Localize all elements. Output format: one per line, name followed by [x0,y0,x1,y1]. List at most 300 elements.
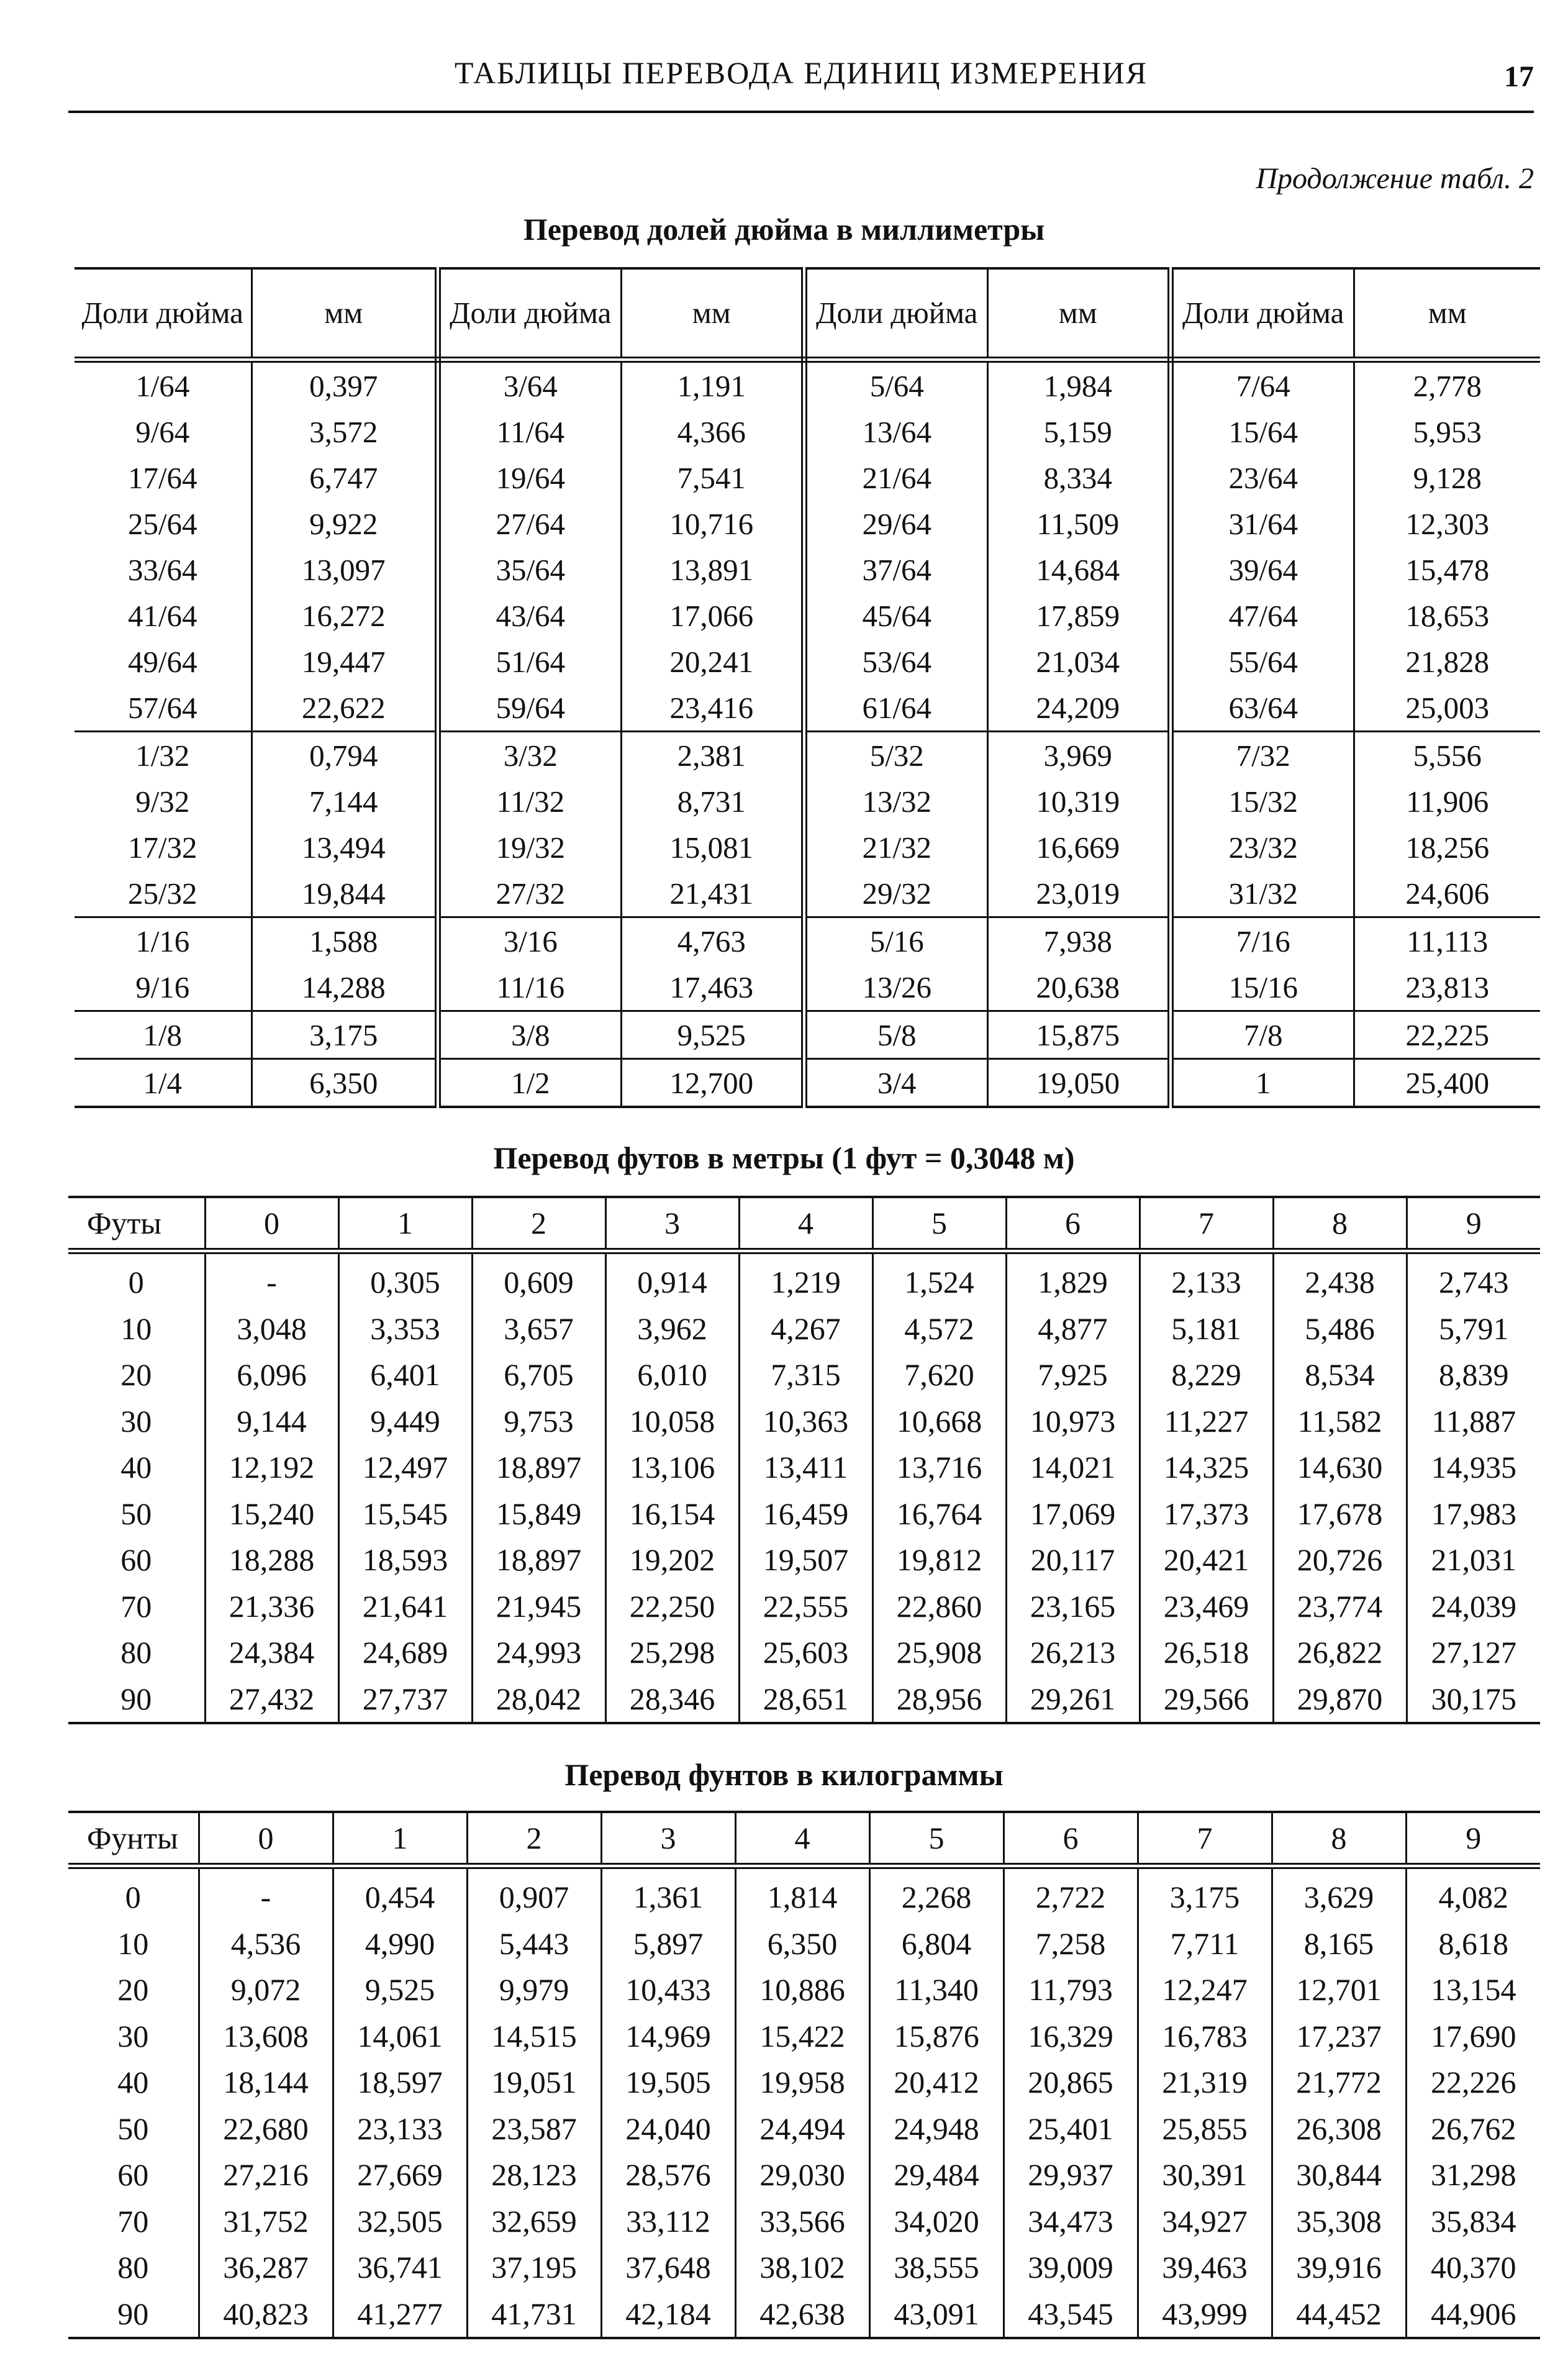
mm-cell: 19,844 [252,870,438,917]
mm-cell: 21,828 [1405,644,1490,679]
row-label-cell: 60 [68,2152,199,2198]
table-row [68,1444,1540,1491]
value-cell: 6,096 [205,1352,338,1398]
value-cell: 24,494 [735,2106,869,2152]
fraction-cell: 23/64 [1171,455,1354,501]
table-row [68,1921,1540,1967]
row-label-cell: 60 [68,1537,205,1583]
value-cell: 12,701 [1272,1967,1406,2013]
table-row [68,1251,1540,1306]
value-cell: 21,641 [338,1583,472,1630]
value-cell: 29,870 [1273,1676,1407,1724]
value-cell: 15,422 [735,2013,869,2060]
value-cell: 12,247 [1138,1967,1272,2013]
col-header-digit: 0 [205,1197,338,1251]
value-cell: 8,839 [1439,1357,1509,1393]
mm-cell: 2,778 [1413,368,1482,403]
fraction-cell: 43/64 [438,593,621,639]
table-row [68,1398,1540,1445]
value-cell: 36,741 [333,2244,467,2291]
value-cell: 39,916 [1272,2244,1406,2291]
value-cell: 21,031 [1431,1542,1516,1578]
value-cell: 4,267 [739,1306,872,1352]
value-cell: 22,226 [1431,2065,1516,2100]
table-row [75,455,1540,501]
inch-table-title: Перевод долей дюйма в миллиметры [523,212,1045,247]
value-cell: 26,213 [1006,1629,1140,1676]
fraction-cell: 1/16 [75,917,252,965]
fraction-cell: 29/32 [804,870,987,917]
col-header-digit: 7 [1138,1812,1272,1866]
value-cell: 4,082 [1438,1880,1508,1915]
col-header-digit: 5 [869,1812,1004,1866]
mm-cell: 2,381 [621,732,804,779]
value-cell: 42,184 [601,2291,735,2339]
col-header-digit: 2 [472,1197,605,1251]
value-cell: 21,336 [205,1583,338,1630]
value-cell: 37,648 [601,2244,735,2291]
value-cell: 8,534 [1273,1352,1407,1398]
row-label-cell: 80 [68,2244,199,2291]
value-cell: 24,039 [1431,1588,1516,1624]
value-cell: 17,373 [1140,1491,1273,1537]
table-row [68,1676,1540,1724]
value-cell: 26,308 [1272,2106,1406,2152]
value-cell: 9,449 [338,1398,472,1445]
fraction-cell: 17/32 [75,824,252,870]
mm-cell: 16,272 [252,593,438,639]
value-cell: 14,061 [333,2013,467,2060]
row-label-cell: 0 [68,1251,205,1306]
col-header-digit: 1 [338,1197,472,1251]
value-cell: 32,505 [333,2198,467,2245]
value-cell: 41,731 [467,2291,601,2339]
table-row [75,732,1540,779]
col-header-fraction: Доли дюйма [1171,268,1354,360]
value-cell: 36,287 [199,2244,333,2291]
value-cell: 0,914 [605,1251,739,1306]
value-cell: 3,048 [205,1306,338,1352]
fraction-cell: 63/64 [1171,685,1354,732]
col-header-digit: 6 [1004,1812,1138,1866]
table-row [75,1011,1540,1059]
table-row [75,964,1540,1011]
value-cell: 27,737 [338,1676,472,1724]
mm-cell: 11,906 [1406,784,1489,819]
value-cell: 18,897 [472,1444,605,1491]
value-cell: 4,877 [1006,1306,1140,1352]
value-cell: 18,144 [199,2059,333,2106]
col-header-digit: 5 [872,1197,1006,1251]
row-label-cell: 80 [68,1629,205,1676]
value-cell: 6,804 [869,1921,1004,1967]
value-cell: 0,454 [333,1866,467,1921]
fraction-cell: 33/64 [75,547,252,593]
value-cell: 32,659 [467,2198,601,2245]
value-cell: 4,572 [872,1306,1006,1352]
value-cell: 34,020 [869,2198,1004,2245]
value-cell: 26,518 [1140,1629,1273,1676]
value-cell: 16,764 [872,1491,1006,1537]
fraction-cell: 17/64 [75,455,252,501]
value-cell: 3,657 [472,1306,605,1352]
fraction-cell: 3/64 [438,360,621,409]
row-label-cell: 10 [68,1306,205,1352]
fraction-cell: 1/64 [75,360,252,409]
col-header-fraction: Доли дюйма [804,268,987,360]
value-cell: 14,935 [1431,1450,1516,1485]
value-cell: 21,319 [1138,2059,1272,2106]
fraction-cell: 13/64 [804,409,987,455]
table-row [68,1537,1540,1583]
fraction-cell: 9/32 [75,778,252,824]
mm-cell: 13,891 [621,547,804,593]
mm-cell: 6,350 [252,1059,438,1108]
fraction-cell: 7/32 [1171,732,1354,779]
value-cell: 17,237 [1272,2013,1406,2060]
mm-cell: 3,572 [252,409,438,455]
value-cell: 22,680 [199,2106,333,2152]
value-cell: 24,993 [472,1629,605,1676]
value-cell: 12,192 [205,1444,338,1491]
mm-cell: 13,097 [252,547,438,593]
table-row [68,2244,1540,2291]
value-cell: 9,144 [205,1398,338,1445]
mm-cell: 16,669 [987,824,1171,870]
table-row [75,1059,1540,1108]
value-cell: 29,566 [1140,1676,1273,1724]
value-cell: 12,497 [338,1444,472,1491]
running-title: ТАБЛИЦЫ ПЕРЕВОДА ЕДИНИЦ ИЗМЕРЕНИЯ [454,55,1148,90]
mm-cell: 12,700 [621,1059,804,1108]
mm-cell: 7,541 [621,455,804,501]
mm-cell: 3,175 [252,1011,438,1059]
pound-table-title: Перевод фунтов в килограммы [564,1757,1004,1792]
col-header-fraction: Доли дюйма [75,268,252,360]
mm-cell: 25,003 [1354,685,1540,732]
mm-cell: 18,653 [1405,598,1490,633]
value-cell: 20,865 [1004,2059,1138,2106]
mm-cell: 11,113 [1407,924,1489,958]
mm-cell: 18,256 [1405,830,1490,865]
fraction-cell: 37/64 [804,547,987,593]
table-row [75,824,1540,870]
col-header-mm: мм [252,268,438,360]
row-label-cell: 20 [68,1352,205,1398]
table-row [68,1866,1540,1921]
mm-cell: 7,938 [987,917,1171,965]
mm-cell: 23,019 [987,870,1171,917]
fraction-cell: 47/64 [1171,593,1354,639]
fraction-cell: 29/64 [804,501,987,547]
value-cell: 20,726 [1273,1537,1407,1583]
col-header-digit: 8 [1273,1197,1407,1251]
fraction-cell: 61/64 [804,685,987,732]
table-row [75,917,1540,965]
col-header-mm: мм [1354,268,1540,360]
value-cell: 10,668 [872,1398,1006,1445]
mm-cell: 21,034 [987,639,1171,685]
fraction-cell: 21/32 [804,824,987,870]
table-row [68,2152,1540,2198]
row-header-label: Футы [68,1197,205,1251]
value-cell: 18,597 [333,2059,467,2106]
value-cell: 21,945 [472,1583,605,1630]
table-row [75,778,1540,824]
table-row [68,1491,1540,1537]
fraction-cell: 1/8 [75,1011,252,1059]
value-cell: 28,042 [472,1676,605,1724]
value-cell: 19,505 [601,2059,735,2106]
value-cell: 5,897 [601,1921,735,1967]
row-label-cell: 20 [68,1967,199,2013]
fraction-cell: 7/16 [1171,917,1354,965]
value-cell: 17,690 [1431,2018,1516,2054]
fraction-cell: 59/64 [438,685,621,732]
mm-cell: 19,050 [987,1059,1171,1108]
mm-cell: 11,509 [987,501,1171,547]
fraction-cell: 41/64 [75,593,252,639]
value-cell: 3,353 [338,1306,472,1352]
table-row [68,1629,1540,1676]
fraction-cell: 25/32 [75,870,252,917]
mm-cell: 5,556 [1413,738,1482,773]
value-cell: 22,555 [739,1583,872,1630]
table-row [75,685,1540,732]
value-cell: 14,515 [467,2013,601,2060]
value-cell: 19,507 [739,1537,872,1583]
value-cell: 24,689 [338,1629,472,1676]
mm-cell: 7,144 [252,778,438,824]
value-cell: 13,716 [872,1444,1006,1491]
fraction-cell: 19/64 [438,455,621,501]
col-header-digit: 9 [1407,1197,1540,1251]
fraction-cell: 25/64 [75,501,252,547]
table-row [75,501,1540,547]
value-cell: 1,361 [601,1866,735,1921]
row-label-cell: 40 [68,2059,199,2106]
value-cell: 27,216 [199,2152,333,2198]
mm-cell: 1,984 [987,360,1171,409]
fraction-cell: 1/2 [438,1059,621,1108]
value-cell: 15,849 [472,1491,605,1537]
value-cell: 5,486 [1273,1306,1407,1352]
col-header-digit: 3 [601,1812,735,1866]
value-cell: 17,678 [1273,1491,1407,1537]
value-cell: 16,459 [739,1491,872,1537]
value-cell: 40,823 [199,2291,333,2339]
value-cell: 15,240 [205,1491,338,1537]
fraction-cell: 7/64 [1171,360,1354,409]
value-cell: 19,051 [467,2059,601,2106]
value-cell: 24,040 [601,2106,735,2152]
fraction-cell: 45/64 [804,593,987,639]
value-cell: 37,195 [467,2244,601,2291]
value-cell: 14,630 [1273,1444,1407,1491]
value-cell: 7,258 [1004,1921,1138,1967]
value-cell: 43,999 [1138,2291,1272,2339]
value-cell: 29,030 [735,2152,869,2198]
continuation-note: Продолжение табл. 2 [1256,162,1534,195]
fraction-cell: 7/8 [1171,1011,1354,1059]
value-cell: 20,421 [1140,1537,1273,1583]
value-cell: 3,629 [1272,1866,1406,1921]
value-cell: 14,969 [601,2013,735,2060]
fraction-cell: 31/64 [1171,501,1354,547]
row-label-cell: 50 [68,1491,205,1537]
value-cell: 14,325 [1140,1444,1273,1491]
table-row [68,2106,1540,2152]
row-label-cell: 70 [68,2198,199,2245]
value-cell: 39,463 [1138,2244,1272,2291]
value-cell: 38,555 [869,2244,1004,2291]
value-cell: 7,925 [1006,1352,1140,1398]
fraction-cell: 1 [1171,1059,1354,1108]
table-row [68,1967,1540,2013]
fraction-cell: 39/64 [1171,547,1354,593]
col-header-digit: 8 [1272,1812,1406,1866]
value-cell: 7,711 [1138,1921,1272,1967]
mm-cell: 19,447 [252,639,438,685]
value-cell: 29,937 [1004,2152,1138,2198]
fraction-cell: 23/32 [1171,824,1354,870]
value-cell: 39,009 [1004,2244,1138,2291]
value-cell: 28,651 [739,1676,872,1724]
col-header-digit: 9 [1406,1812,1540,1866]
fraction-cell: 5/8 [804,1011,987,1059]
value-cell: 19,812 [872,1537,1006,1583]
value-cell: 18,288 [205,1537,338,1583]
mm-cell: 17,463 [621,964,804,1011]
fraction-cell: 27/32 [438,870,621,917]
fraction-cell: 5/32 [804,732,987,779]
table-row [68,2198,1540,2245]
col-header-digit: 1 [333,1812,467,1866]
value-cell: 23,133 [333,2106,467,2152]
mm-cell: 14,684 [987,547,1171,593]
value-cell: 8,165 [1272,1921,1406,1967]
value-cell: 41,277 [333,2291,467,2339]
col-header-digit: 4 [735,1812,869,1866]
fraction-cell: 57/64 [75,685,252,732]
value-cell: 34,927 [1138,2198,1272,2245]
mm-cell: 13,494 [252,824,438,870]
value-cell: 30,175 [1431,1681,1516,1716]
value-cell: 27,669 [333,2152,467,2198]
fraction-cell: 51/64 [438,639,621,685]
value-cell: 2,268 [869,1866,1004,1921]
value-cell: 31,752 [199,2198,333,2245]
value-cell: 0,907 [467,1866,601,1921]
row-label-cell: 10 [68,1921,199,1967]
value-cell: 28,123 [467,2152,601,2198]
table-row [68,1352,1540,1398]
value-cell: 31,298 [1431,2157,1516,2193]
value-cell: 23,587 [467,2106,601,2152]
value-cell: 8,618 [1438,1926,1508,1961]
fraction-cell: 53/64 [804,639,987,685]
value-cell: 28,576 [601,2152,735,2198]
row-label-cell: 50 [68,2106,199,2152]
fraction-cell: 35/64 [438,547,621,593]
table-row [68,2013,1540,2060]
value-cell: 10,433 [601,1967,735,2013]
col-header-digit: 6 [1006,1197,1140,1251]
fraction-cell: 11/32 [438,778,621,824]
mm-cell: 0,794 [252,732,438,779]
value-cell: 25,298 [605,1629,739,1676]
mm-cell: 17,066 [621,593,804,639]
value-cell: 25,401 [1004,2106,1138,2152]
value-cell: 23,165 [1006,1583,1140,1630]
value-cell: 25,855 [1138,2106,1272,2152]
col-header-mm: мм [987,268,1171,360]
col-header-digit: 2 [467,1812,601,1866]
value-cell: 43,091 [869,2291,1004,2339]
row-label-cell: 30 [68,1398,205,1445]
value-cell: 10,363 [739,1398,872,1445]
value-cell: 26,822 [1273,1629,1407,1676]
mm-cell: 20,638 [987,964,1171,1011]
value-cell: 20,117 [1006,1537,1140,1583]
value-cell: 11,582 [1273,1398,1407,1445]
mm-cell: 1,191 [621,360,804,409]
value-cell: 6,705 [472,1352,605,1398]
value-cell: 18,897 [472,1537,605,1583]
value-cell: - [205,1251,338,1306]
value-cell: 0,305 [338,1251,472,1306]
value-cell: 9,979 [467,1967,601,2013]
value-cell: 11,793 [1004,1967,1138,2013]
value-cell: 9,072 [199,1967,333,2013]
value-cell: 4,990 [333,1921,467,1967]
value-cell: 5,791 [1439,1311,1509,1346]
mm-cell: 17,859 [987,593,1171,639]
value-cell: 19,958 [735,2059,869,2106]
value-cell: 2,743 [1439,1265,1509,1300]
value-cell: 15,876 [869,2013,1004,2060]
value-cell: 15,545 [338,1491,472,1537]
value-cell: 43,545 [1004,2291,1138,2339]
col-header-fraction: Доли дюйма [438,268,621,360]
value-cell: 21,772 [1272,2059,1406,2106]
value-cell: 1,219 [739,1251,872,1306]
mm-cell: 20,241 [621,639,804,685]
mm-cell: 23,813 [1354,964,1540,1011]
table-row [75,547,1540,593]
value-cell: 0,609 [472,1251,605,1306]
mm-cell: 14,288 [252,964,438,1011]
value-cell: 30,844 [1272,2152,1406,2198]
mm-cell: 6,747 [252,455,438,501]
fraction-cell: 21/64 [804,455,987,501]
fraction-cell: 5/16 [804,917,987,965]
fraction-cell: 11/64 [438,409,621,455]
mm-cell: 5,159 [987,409,1171,455]
value-cell: 11,887 [1431,1403,1516,1439]
fraction-cell: 49/64 [75,639,252,685]
value-cell: 11,340 [869,1967,1004,2013]
value-cell: 2,133 [1140,1251,1273,1306]
table-row [68,2291,1540,2339]
value-cell: 8,229 [1140,1352,1273,1398]
fraction-cell: 3/4 [804,1059,987,1108]
col-header-digit: 3 [605,1197,739,1251]
mm-cell: 24,209 [987,685,1171,732]
value-cell: 22,250 [605,1583,739,1630]
fraction-cell: 1/4 [75,1059,252,1108]
mm-cell: 15,875 [987,1011,1171,1059]
